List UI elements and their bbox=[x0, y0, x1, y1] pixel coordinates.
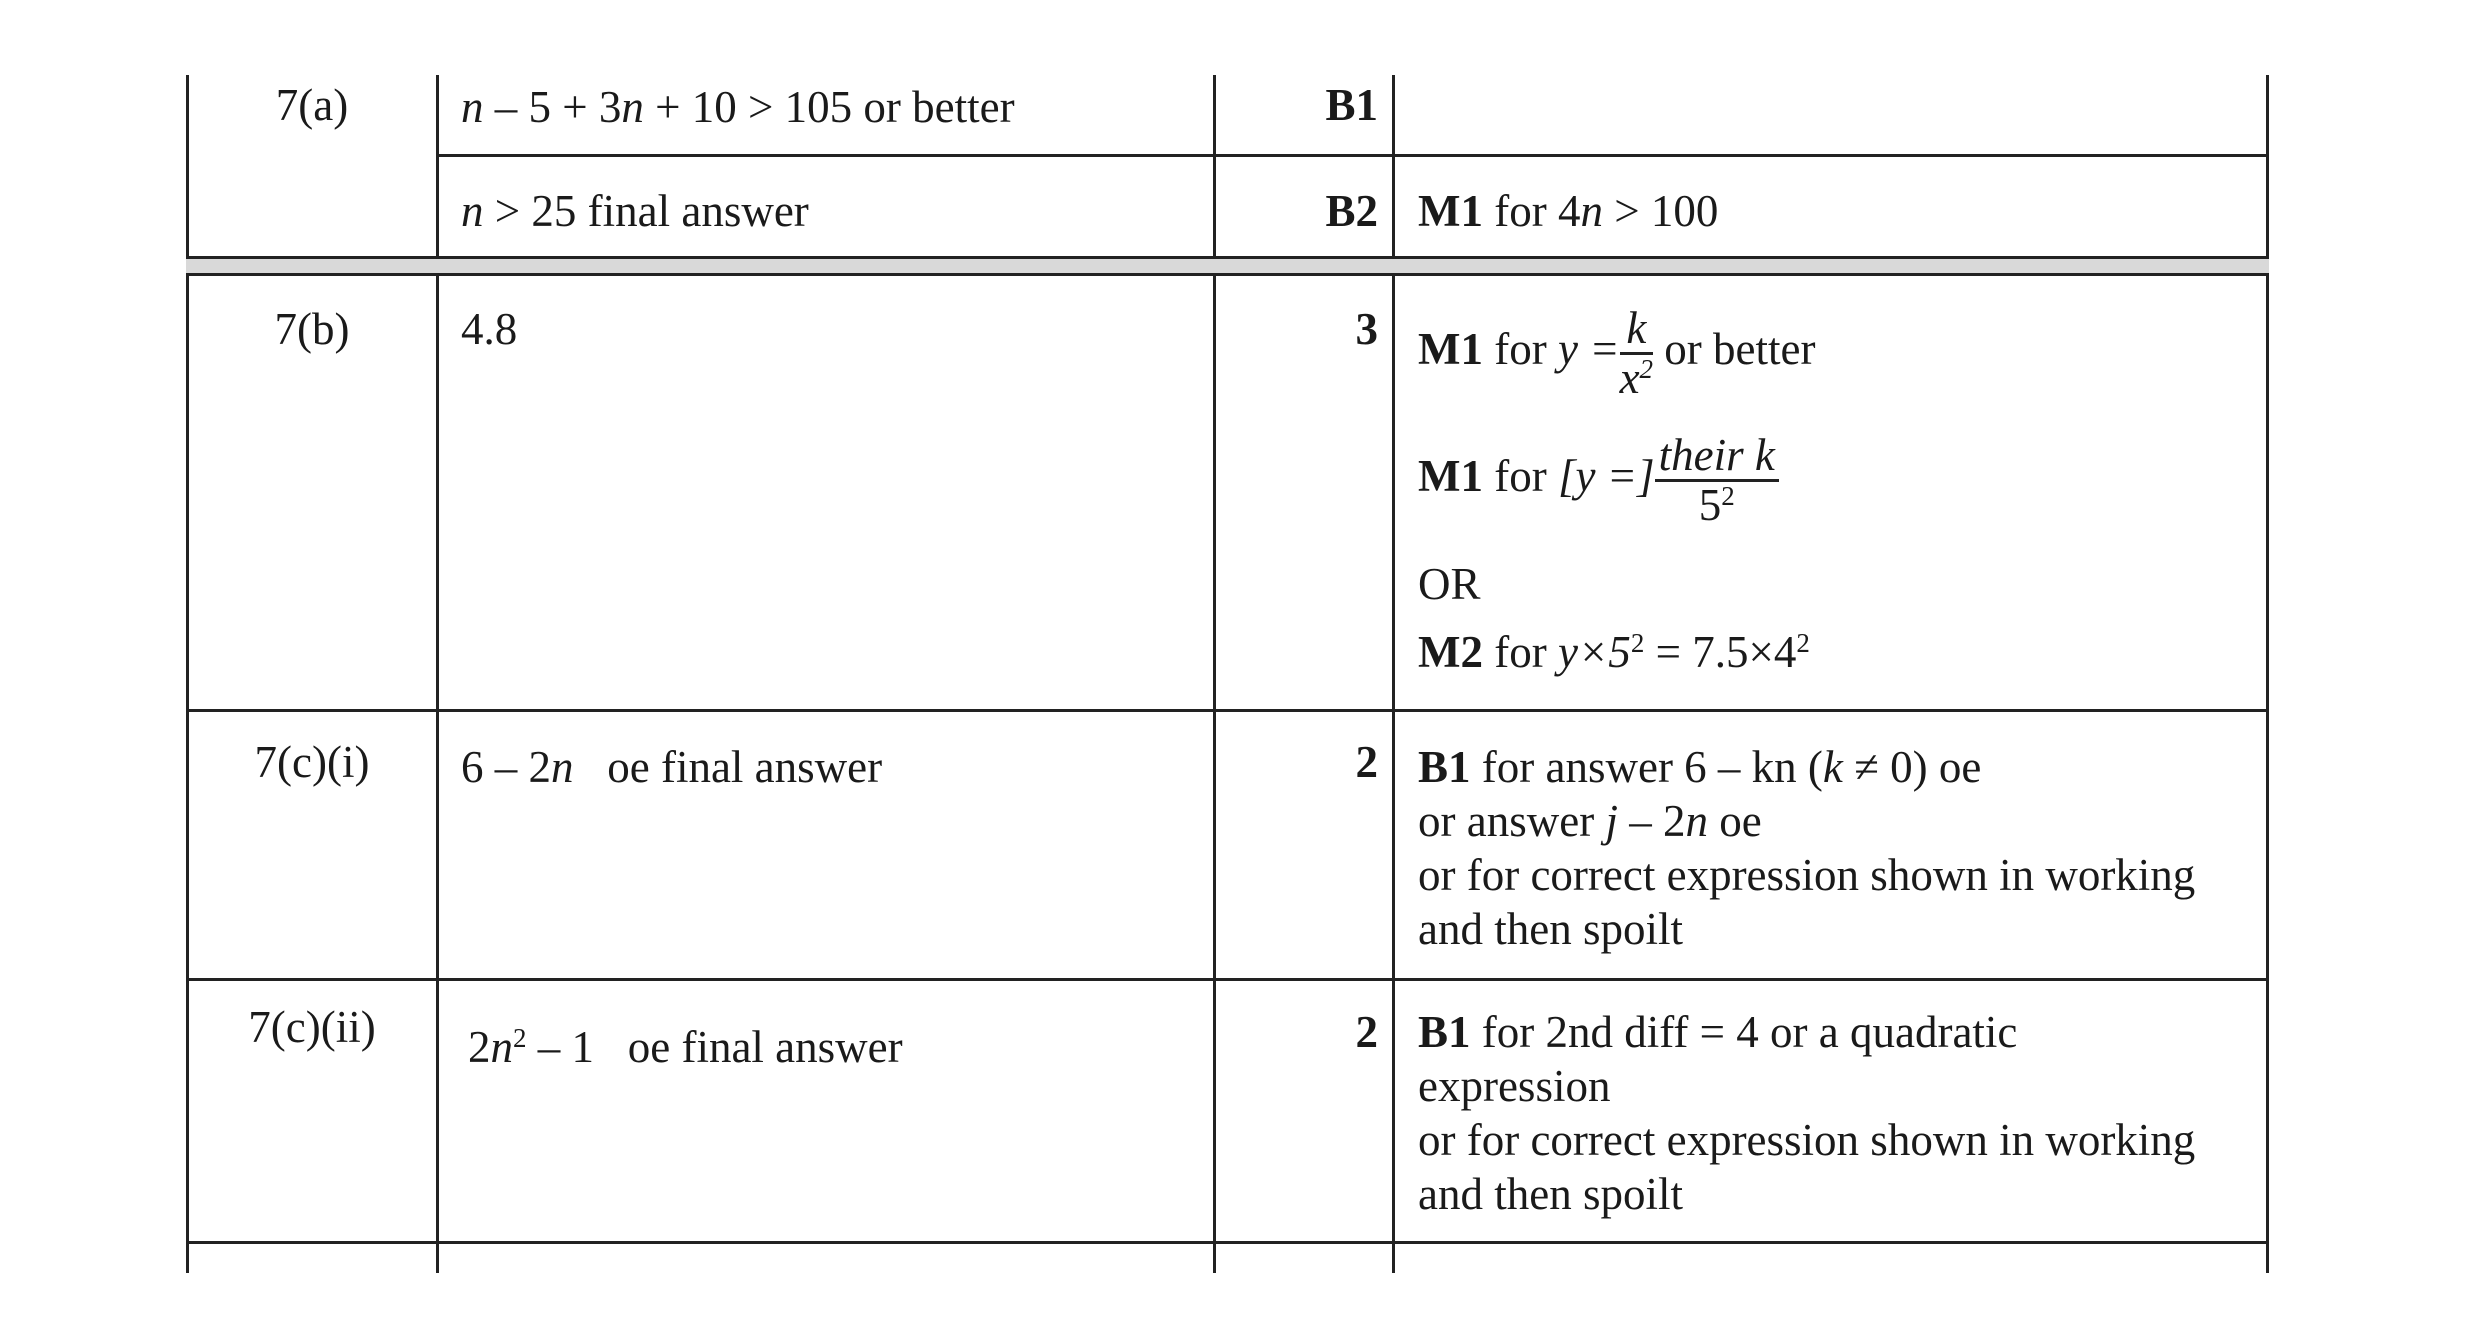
answer-text bbox=[461, 80, 1015, 134]
question-number: 7(c)(ii) bbox=[248, 1002, 376, 1052]
marks-value: B2 bbox=[1325, 186, 1378, 236]
fraction bbox=[1620, 305, 1653, 403]
answer-text bbox=[461, 184, 809, 238]
mark-code: B1 bbox=[1418, 742, 1471, 792]
guidance-text: for bbox=[1494, 451, 1547, 502]
equation-part: = 7.5×4 bbox=[1644, 627, 1797, 677]
guidance-note bbox=[1418, 1005, 2195, 1221]
guidance-line: expression bbox=[1418, 1061, 1611, 1111]
answer-expression: n > 25 final answer bbox=[461, 186, 809, 236]
exponent: 2 bbox=[1630, 628, 1645, 659]
answer-expression: 6 – 2n bbox=[461, 742, 574, 792]
guidance-text: for answer 6 – kn (k ≠ 0) oe bbox=[1481, 742, 1982, 792]
guidance-line: or answer j – 2n oe bbox=[1418, 796, 1762, 846]
guidance-line bbox=[1418, 625, 1810, 679]
answer-expression: $2n^2 - 1$ bbox=[468, 1022, 594, 1072]
mark-code: M2 bbox=[1418, 627, 1483, 677]
denominator-base: 5 bbox=[1698, 480, 1722, 531]
answer-text bbox=[468, 1020, 903, 1074]
column-divider-marks bbox=[1392, 75, 1395, 1273]
mark-code: M1 bbox=[1418, 451, 1483, 502]
guidance-line bbox=[1418, 305, 1815, 403]
mark-code: M1 bbox=[1418, 324, 1483, 375]
answer-expression: n – 5 + 3n + 10 > 105 or better bbox=[461, 82, 1015, 132]
fraction-numerator: k bbox=[1620, 305, 1653, 355]
marks-value: B1 bbox=[1325, 80, 1378, 130]
row-divider-7a bbox=[436, 154, 2269, 157]
exponent: 2 bbox=[1796, 628, 1810, 659]
row-divider-7cii bbox=[186, 1241, 2269, 1244]
question-number: 7(a) bbox=[275, 80, 349, 130]
marks-value: 2 bbox=[1355, 737, 1378, 787]
table-border-left bbox=[186, 75, 189, 1273]
guidance-text: for 2nd diff = 4 or a quadratic bbox=[1481, 1007, 2018, 1057]
question-number: 7(c)(i) bbox=[254, 737, 370, 787]
row-divider-7b bbox=[186, 709, 2269, 712]
question-number: 7(b) bbox=[274, 304, 350, 354]
equation-lhs: [y =] bbox=[1557, 451, 1655, 502]
column-divider-answer bbox=[1213, 75, 1216, 1273]
fraction-denominator bbox=[1655, 482, 1779, 529]
section-divider-double bbox=[186, 256, 2269, 276]
guidance-note bbox=[1418, 740, 2195, 956]
equation-part: y×5 bbox=[1557, 627, 1631, 677]
column-divider-question bbox=[436, 75, 439, 1273]
fraction bbox=[1655, 432, 1779, 530]
guidance-line bbox=[1418, 740, 2195, 794]
guidance-line: or for correct expression shown in working bbox=[1418, 850, 2196, 900]
guidance-text: or better bbox=[1664, 324, 1816, 375]
denominator-base: x bbox=[1619, 353, 1640, 404]
denominator-exponent: 2 bbox=[1721, 481, 1735, 512]
guidance-line: or for correct expression shown in working bbox=[1418, 1115, 2196, 1165]
answer-text: 4.8 bbox=[461, 304, 518, 354]
denominator-exponent: 2 bbox=[1639, 354, 1654, 385]
guidance-line bbox=[1418, 1005, 2195, 1059]
answer-qualifier: oe final answer bbox=[607, 742, 883, 792]
guidance-text: M1 for 4n > 100 bbox=[1418, 186, 1719, 236]
guidance-line: and then spoilt bbox=[1418, 904, 1683, 954]
fraction-numerator: their k bbox=[1655, 432, 1779, 482]
row-divider-7ci bbox=[186, 978, 2269, 981]
answer-text bbox=[461, 740, 882, 794]
guidance-or: OR bbox=[1418, 559, 1481, 609]
table-border-right bbox=[2266, 75, 2269, 1273]
marks-value: 2 bbox=[1355, 1007, 1378, 1057]
guidance-note bbox=[1418, 184, 1718, 238]
guidance-text: for bbox=[1494, 627, 1547, 677]
guidance-line: and then spoilt bbox=[1418, 1169, 1683, 1219]
answer-qualifier: oe final answer bbox=[627, 1022, 903, 1072]
mark-code: B1 bbox=[1418, 1007, 1471, 1057]
equation-lhs: y = bbox=[1557, 324, 1620, 375]
guidance-text: for bbox=[1494, 324, 1547, 375]
marks-value: 3 bbox=[1355, 304, 1378, 354]
fraction-denominator bbox=[1620, 355, 1653, 402]
guidance-line bbox=[1418, 432, 1779, 530]
